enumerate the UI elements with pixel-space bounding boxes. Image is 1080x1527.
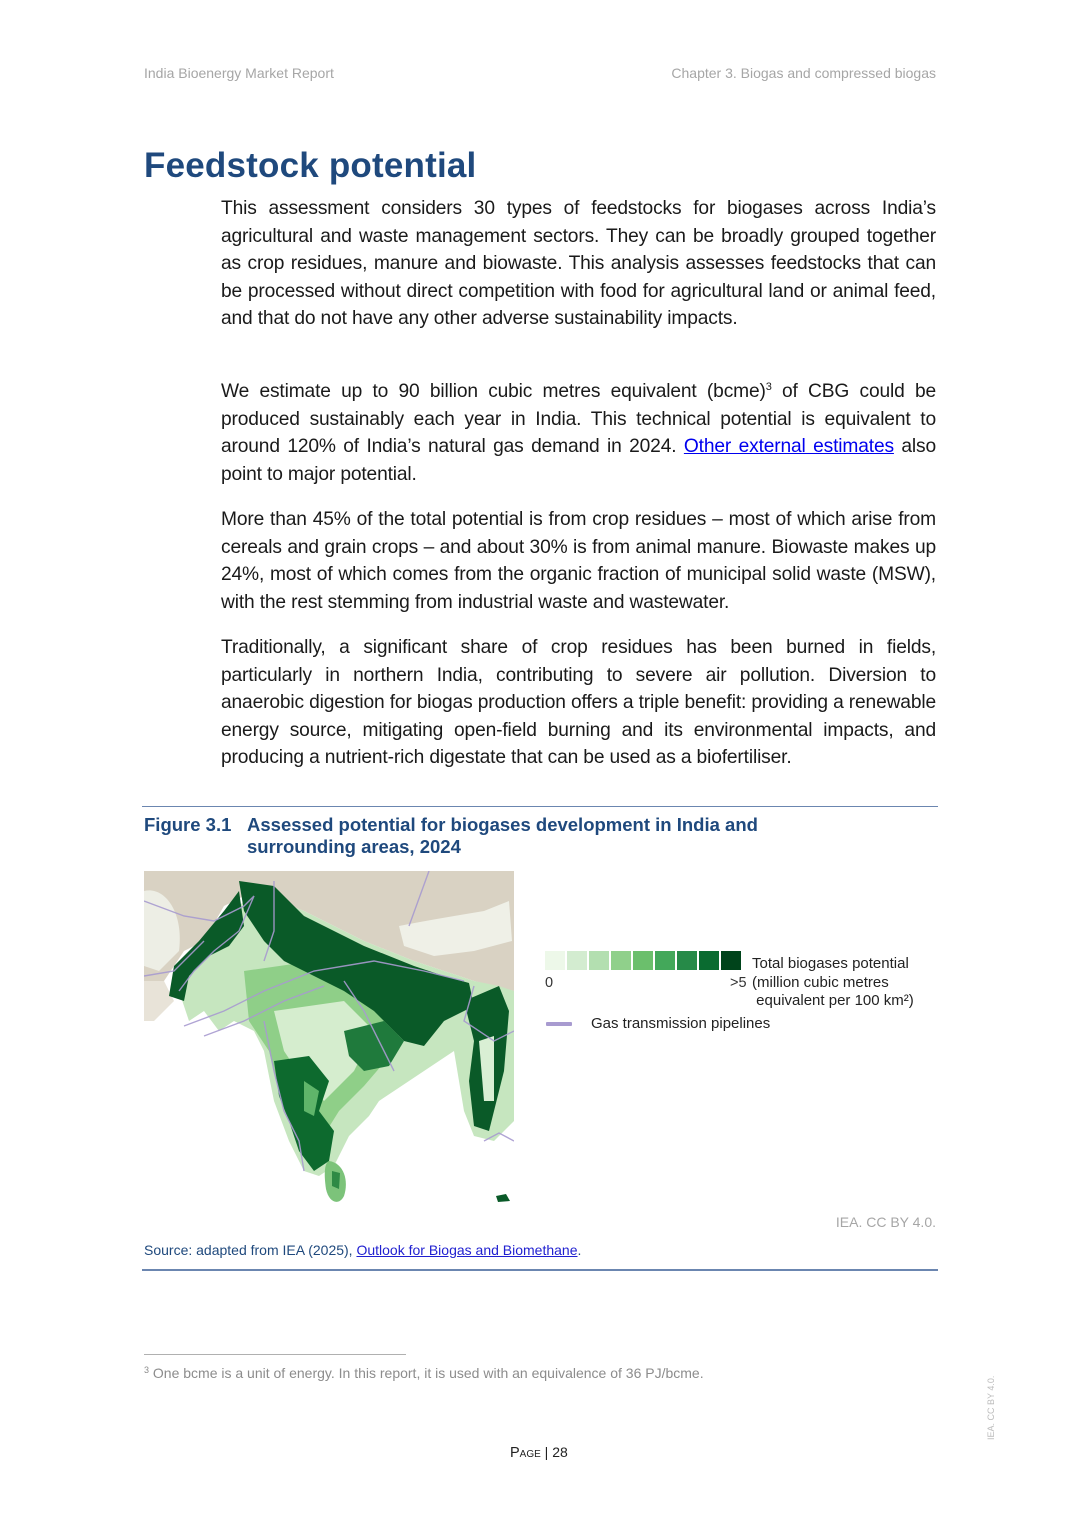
paragraph-potential-shares: More than 45% of the total potential is from crop residues – most of which arise from cereals and grain crops – and about 30% is from animal manure. Biowaste makes up 24%, most of which comes from the organic fraction of municipal solid waste (MSW), with the rest stemming from industrial waste and wastewater. [221,509,936,613]
footnote-reference[interactable]: 3 [765,381,772,393]
page-number-value: 28 [552,1444,568,1460]
scale-max-label: >5 [730,975,747,991]
footnote-marker: 3 [144,1365,150,1375]
footnote-text: One bcme is a unit of energy. In this report, it is used with an equivalence of 36 PJ/bcme. [149,1365,704,1381]
scale-swatch-8 [699,951,719,970]
figure-number: Figure 3.1 [144,814,232,835]
paragraph-text: We estimate up to 90 billion cubic metres equivalent (bcme) [221,381,766,402]
figure-bottom-rule [142,1269,938,1271]
source-suffix: . [577,1242,582,1258]
scale-swatch-3 [589,951,609,970]
section-title: Feedstock potential [144,146,477,185]
scale-title [752,955,914,1011]
scale-swatch-5 [633,951,653,970]
scale-swatch-7 [677,951,697,970]
page-number [510,1444,568,1461]
footnote [144,1365,704,1381]
pipeline-legend-icon [546,1022,572,1026]
scale-min-label: 0 [545,975,554,991]
footnote-rule [144,1354,406,1355]
scale-swatch-6 [655,951,675,970]
scale-swatch-4 [611,951,631,970]
scale-swatch-9 [721,951,741,970]
scale-title-line: Total biogases potential [752,955,909,972]
biogas-potential-map [144,871,514,1206]
color-scale [545,951,741,970]
chapter-title: Chapter 3. Biogas and compressed biogas [671,65,936,81]
paragraph-crop-burning: Traditionally, a significant share of crop residues has been burned in fields, particularly in northern India, contributing to severe air pollution. Diversion to anaerobic digestion for biogas production offers a triple benefit: providing a renewable energy source, mitigating open-field burning and its environmental impacts, and producing a nutrient-rich digestate that can be used as a biofertiliser. [221,637,936,769]
report-title: India Bioenergy Market Report [144,65,334,81]
pipeline-legend-label: Gas transmission pipelines [591,1015,771,1032]
figure-credit: IEA. CC BY 4.0. [835,1214,936,1230]
scale-title-line: (million cubic metres [752,973,889,991]
figure-title: Assessed potential for biogases development in India and surrounding areas, 2024 [247,814,758,857]
figure-top-rule [142,806,938,807]
figure-source [144,1242,581,1258]
running-header [144,65,936,83]
paragraph-feedstock-types: This assessment considers 30 types of feedstocks for biogases across India’s agricultural and waste management sectors. They can be broadly grouped together as crop residues, manure and biowaste. This analysis assesses feedstocks that can be processed without direct competition with food for agricultural land or animal feed, and that do not have any other adverse sustainability impacts. [221,198,936,330]
source-prefix: Source: adapted from IEA (2025), [144,1242,357,1258]
scale-title-line: equivalent per 100 km²) [752,992,914,1009]
scale-swatch-2 [567,951,587,970]
page-label: Page [510,1445,541,1461]
map-graphic [144,871,514,1206]
outlook-biogas-link[interactable]: Outlook for Biogas and Biomethane [356,1242,578,1258]
page-separator: | [540,1444,553,1460]
paragraph-text: also point to major potential. [221,436,937,485]
paragraph-text: of CBG could be produced sustainably each year in India. This technical potential is equivalent to around 120% of India’s natural gas demand in 2024. [221,381,936,458]
side-license-stamp: IEA. CC BY 4.0. [986,1375,996,1440]
scale-swatch-1 [545,951,565,970]
map-legend [545,951,945,1051]
paragraph-cbg-estimate [221,378,936,488]
other-external-estimates-link[interactable]: Other external estimates [683,436,894,458]
